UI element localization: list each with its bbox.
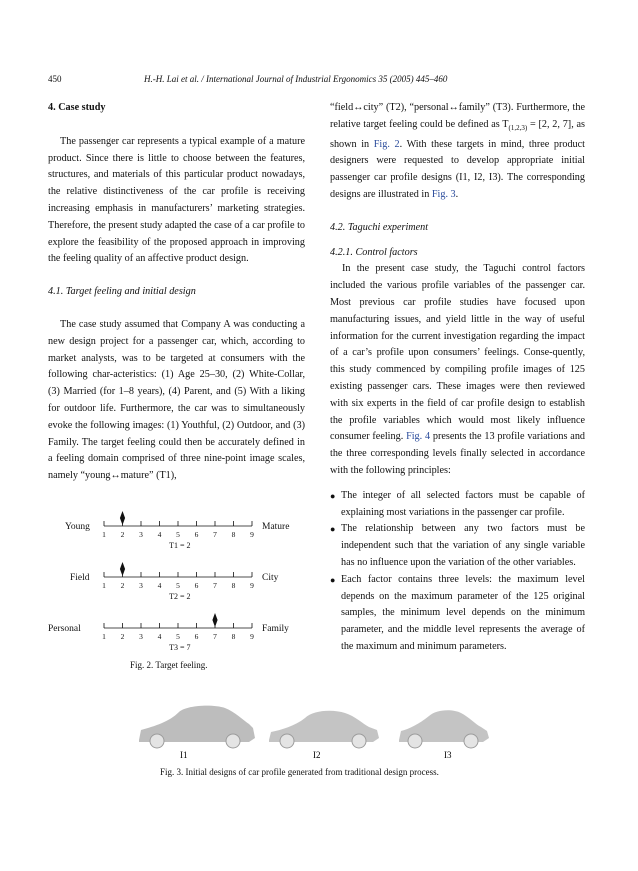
scale-right-label: Mature	[262, 522, 290, 532]
tick-label: 4	[157, 632, 162, 641]
target-value-label: T1 = 2	[169, 541, 191, 550]
tick-label: 4	[157, 530, 162, 539]
tick-label: 7	[213, 581, 217, 590]
tick-label: 5	[176, 632, 180, 641]
tick-label: 1	[102, 581, 106, 590]
running-head: H.-H. Lai et al. / International Journal of Industrial Ergonomics 35 (2005) 445–460	[144, 74, 448, 84]
fig3-link[interactable]: Fig. 3	[431, 189, 456, 201]
tick-label: 9	[250, 581, 254, 590]
running-header	[48, 74, 590, 88]
fig4-link[interactable]: Fig. 4	[406, 431, 431, 443]
car-profile-i1	[139, 706, 255, 748]
scale-left-label: Field	[70, 573, 90, 583]
car-profiles-figure	[130, 700, 490, 760]
tick-label: 8	[231, 530, 236, 539]
paragraph-target-feeling: The case study assumed that Company A was conducting a new design project for a passenger car, which, according to market analysts, was to be targeted at consumers with the following char-acteristics: (1) Age 25–30, (2) White-Collar, (3) Married (for 1–8 years), (4) Parent, and (5) With a liking for outdoor life. Furthermore, the car was to simultaneously evoke the following images: (1) Youthful, (2) Outdoor, and (3) Family. The target feeling could then be accurately defined in a feeling domain comprised of three nine-point image scales, namely “young↔mature” (T1),	[48, 318, 305, 482]
scale-right-label: City	[262, 573, 279, 583]
feeling-scale-2	[70, 562, 279, 601]
tick-label: 2	[120, 632, 125, 641]
page-number: 450	[48, 74, 62, 84]
principles-list	[330, 488, 585, 656]
scale-left-label: Personal	[48, 624, 81, 634]
fig2-link[interactable]: Fig. 2	[373, 138, 400, 150]
paragraph-intro: The passenger car represents a typical example of a mature product. Since there is little to choose between the features, structures, and materials of this particular product nowadays, the relative distinctiveness of the car profile is receiving increasing emphasis in manufacturers’ marketing strategies. Therefore, the present study adapted the case of a car profile to explore the feasibility of the proposed approach in improving the feeling quality of an affective product design.	[48, 135, 305, 265]
tick-label: 3	[139, 530, 143, 539]
text-run: . With these targets in mind, three product designers were requested to develop appropriate initial passenger car profile designs (I1, I2, I3). The corresponding designs are illustrated in	[330, 138, 585, 201]
tick-label: 6	[194, 530, 199, 539]
scale-right-label: Family	[262, 624, 289, 634]
target-marker	[120, 511, 125, 525]
target-feeling-figure	[48, 506, 308, 656]
target-marker	[212, 613, 217, 627]
fig2-caption: Fig. 2. Target feeling.	[130, 660, 208, 670]
text-run: In the present case study, the Taguchi control factors included the various profile variables of the passenger car. Most previous car profile studies have focused upon manufacturing issues, and yield little in the way of useful information for the current investigation regarding the impact of a car’s profile upon consumers’ feelings. Conse-quently, this study commenced by compiling profile images of 125 existing passenger cars. These images were then reviewed with six experts in the field of car profile design to establish the profile variables which would most likely influence consumer feeling.	[330, 263, 585, 443]
subsection-title-4-2: 4.2. Taguchi experiment	[330, 221, 429, 233]
text-run: presents the 13 profile variations and the three corresponding levels finally selected in accordance with the following principles:	[330, 431, 586, 476]
left-column	[48, 100, 305, 485]
text-run: .	[455, 189, 459, 201]
subsubsection-title-4-2-1: 4.2.1. Control factors	[330, 246, 418, 258]
tick-label: 8	[231, 632, 236, 641]
design-label-i2: I2	[313, 750, 321, 760]
tick-label: 9	[250, 632, 254, 641]
text-run: “field↔city” (T2), “personal↔family” (T3). Furthermore, the relative target feeling could be defined as T	[330, 102, 585, 130]
target-value-label: T2 = 2	[169, 592, 191, 601]
tick-label: 4	[157, 581, 162, 590]
fig3-caption: Fig. 3. Initial designs of car profile generated from traditional design process.	[160, 767, 439, 777]
tick-label: 5	[176, 530, 180, 539]
feeling-scale-1	[65, 511, 289, 550]
tick-label: 1	[102, 632, 106, 641]
tick-label: 9	[250, 530, 254, 539]
tick-label: 2	[120, 581, 125, 590]
target-value-label: T3 = 7	[169, 643, 191, 652]
right-column	[330, 100, 585, 656]
car-profile-i2	[269, 711, 379, 748]
tick-label: 1	[102, 530, 106, 539]
tick-label: 2	[120, 530, 125, 539]
tick-label: 5	[176, 581, 180, 590]
list-item: ● The relationship between any two factors must be independent such that the variation of any single variable has no influence upon the variation of the other variables.	[330, 521, 585, 571]
subsection-title-4-1: 4.1. Target feeling and initial design	[48, 286, 196, 298]
car-profile-i3	[399, 710, 489, 748]
text-run: = [2, 2, 7], as shown in	[330, 118, 585, 150]
scale-left-label: Young	[65, 522, 90, 532]
feeling-scale-3	[48, 613, 289, 652]
tick-label: 7	[213, 530, 217, 539]
tick-label: 7	[213, 632, 217, 641]
paragraph-control-factors	[330, 261, 585, 479]
target-marker	[120, 562, 125, 576]
list-item: ● Each factor contains three levels: the maximum level depends on the maximum parameter of the 125 original samples, the minimum level depends on the minimum parameter, and the middle level represents the average of the maximum and minimum parameters.	[330, 572, 585, 656]
design-label-i1: I1	[180, 750, 188, 760]
subscript: (1,2,3)	[508, 123, 528, 132]
tick-label: 8	[231, 581, 236, 590]
list-item: ● The integer of all selected factors must be capable of explaining most variations in the passenger car profile.	[330, 488, 585, 522]
tick-label: 6	[194, 581, 199, 590]
tick-label: 6	[194, 632, 199, 641]
section-title: 4. Case study	[48, 102, 106, 113]
paragraph-continued	[330, 100, 585, 204]
design-label-i3: I3	[444, 750, 452, 760]
tick-label: 3	[139, 581, 143, 590]
tick-label: 3	[139, 632, 143, 641]
